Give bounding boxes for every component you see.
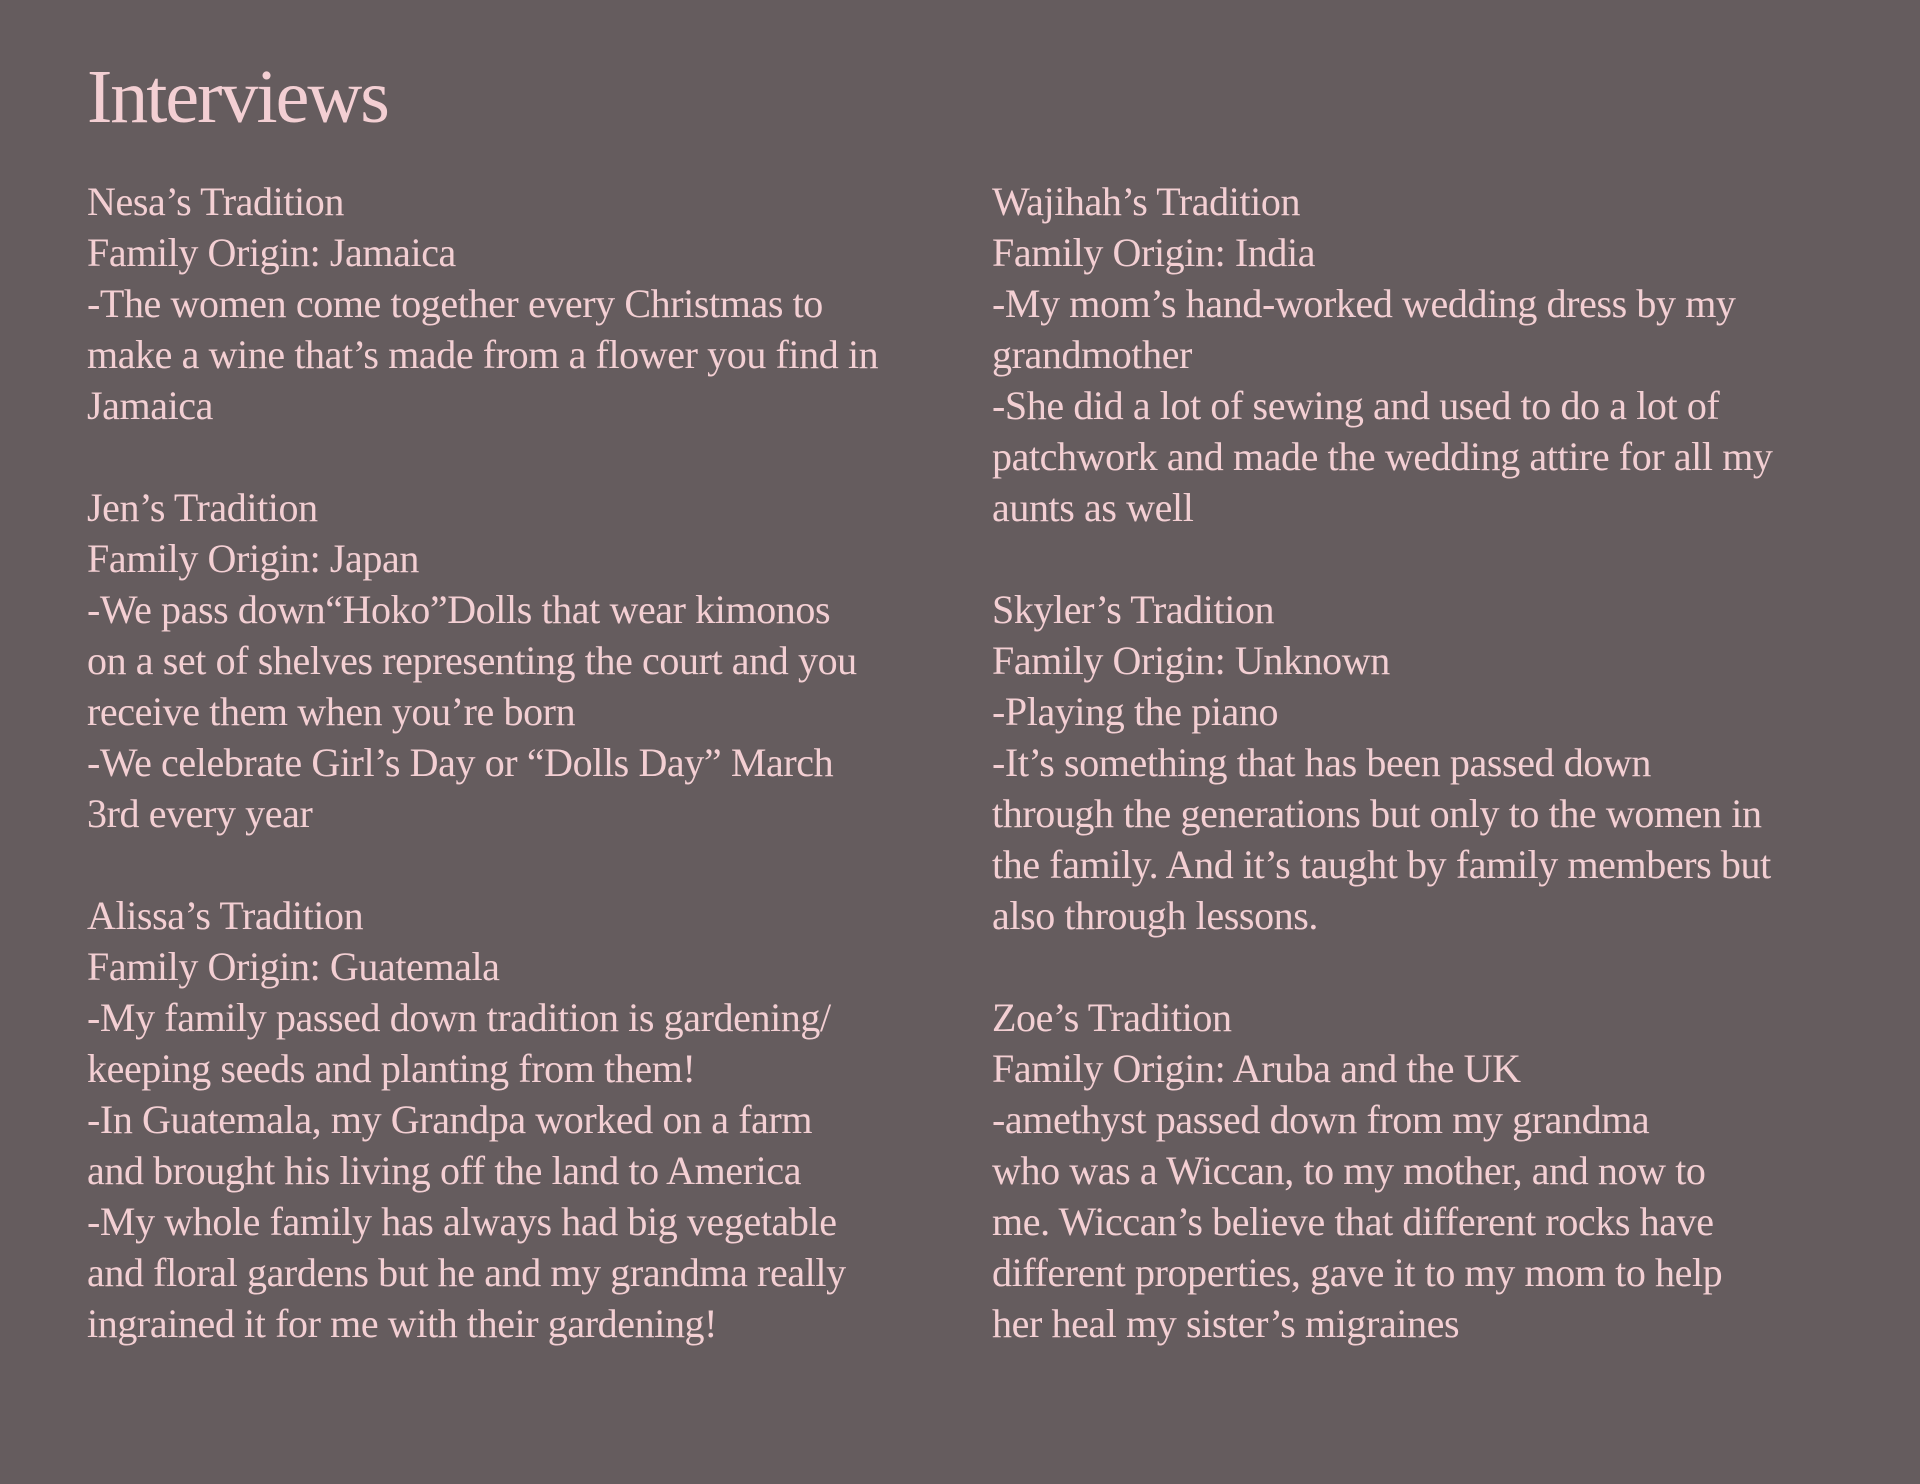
- entry-line: through the generations but only to the women in: [992, 791, 1762, 836]
- entry-heading: Nesa’s Tradition: [87, 179, 344, 224]
- entry-origin: Family Origin: Japan: [87, 536, 419, 581]
- entry-origin: Family Origin: Unknown: [992, 638, 1390, 683]
- entry-line: aunts as well: [992, 485, 1194, 530]
- entry-origin: Family Origin: Aruba and the UK: [992, 1046, 1521, 1091]
- entry-line: -My mom’s hand-worked wedding dress by my: [992, 281, 1736, 326]
- entry-origin: Family Origin: Jamaica: [87, 230, 456, 275]
- entry-line: keeping seeds and planting from them!: [87, 1046, 696, 1091]
- entry-line: receive them when you’re born: [87, 689, 576, 734]
- entry-line: -The women come together every Christmas to: [87, 281, 823, 326]
- entry-line: grandmother: [992, 332, 1192, 377]
- entry-line: make a wine that’s made from a flower you find in: [87, 332, 879, 377]
- entry-line: -We pass down“Hoko”Dolls that wear kimonos: [87, 587, 831, 632]
- entry-line: -My family passed down tradition is gardening/: [87, 995, 831, 1040]
- entry-heading: Skyler’s Tradition: [992, 587, 1275, 632]
- entry-heading: Wajihah’s Tradition: [992, 179, 1301, 224]
- page-title: Interviews: [87, 55, 388, 139]
- left-column: [87, 176, 947, 1400]
- interview-entry-wajihah: [992, 176, 1852, 533]
- interview-entry-alissa: [87, 890, 947, 1349]
- entry-line: her heal my sister’s migraines: [992, 1301, 1460, 1346]
- entry-heading: Jen’s Tradition: [87, 485, 318, 530]
- right-column: [992, 176, 1852, 1400]
- entry-line: 3rd every year: [87, 791, 313, 836]
- entry-line: -In Guatemala, my Grandpa worked on a farm: [87, 1097, 813, 1142]
- entry-line: also through lessons.: [992, 893, 1319, 938]
- entry-line: -It’s something that has been passed down: [992, 740, 1652, 785]
- entry-line: and floral gardens but he and my grandma really: [87, 1250, 846, 1295]
- interview-entry-nesa: [87, 176, 947, 431]
- entry-line: patchwork and made the wedding attire for all my: [992, 434, 1773, 479]
- entry-line: -We celebrate Girl’s Day or “Dolls Day” March: [87, 740, 834, 785]
- entry-origin: Family Origin: Guatemala: [87, 944, 500, 989]
- entry-line: and brought his living off the land to America: [87, 1148, 802, 1193]
- interview-entry-jen: [87, 482, 947, 839]
- interview-entry-zoe: [992, 992, 1852, 1349]
- entry-line: the family. And it’s taught by family members but: [992, 842, 1771, 887]
- entry-heading: Zoe’s Tradition: [992, 995, 1232, 1040]
- interview-entry-skyler: [992, 584, 1852, 941]
- entry-line: -amethyst passed down from my grandma: [992, 1097, 1650, 1142]
- entry-line: ingrained it for me with their gardening!: [87, 1301, 718, 1346]
- entry-line: -She did a lot of sewing and used to do a lot of: [992, 383, 1720, 428]
- entry-line: different properties, gave it to my mom to help: [992, 1250, 1723, 1295]
- entry-origin: Family Origin: India: [992, 230, 1316, 275]
- entry-line: on a set of shelves representing the court and you: [87, 638, 857, 683]
- entry-heading: Alissa’s Tradition: [87, 893, 364, 938]
- entry-line: Jamaica: [87, 383, 214, 428]
- entry-line: -My whole family has always had big vegetable: [87, 1199, 837, 1244]
- entry-line: who was a Wiccan, to my mother, and now to: [992, 1148, 1706, 1193]
- entry-line: -Playing the piano: [992, 689, 1279, 734]
- entry-line: me. Wiccan’s believe that different rocks have: [992, 1199, 1714, 1244]
